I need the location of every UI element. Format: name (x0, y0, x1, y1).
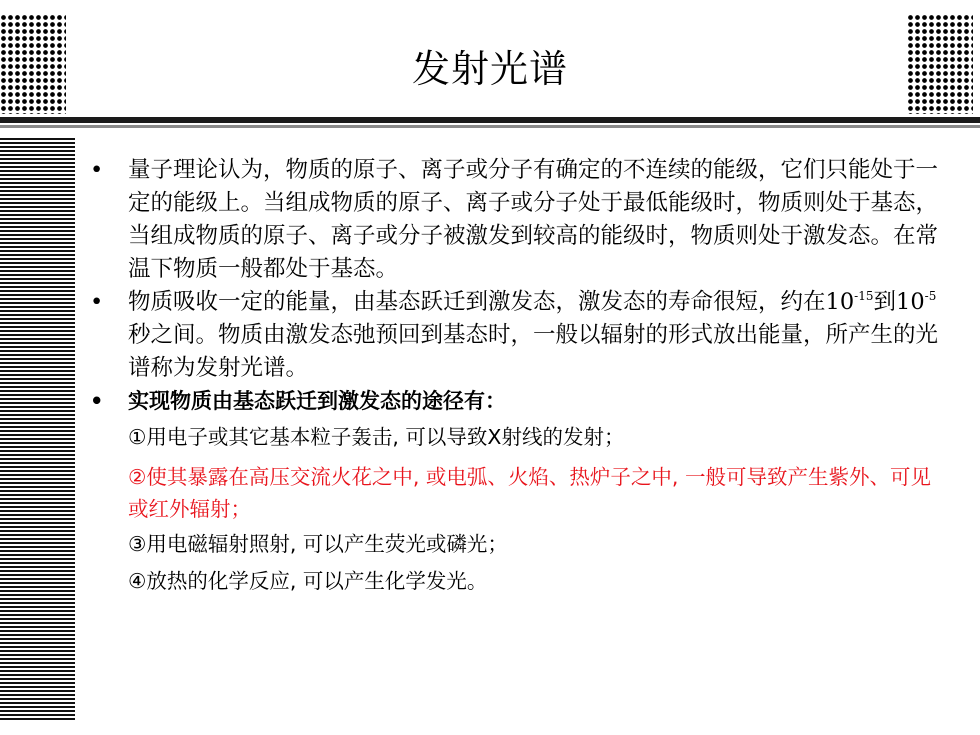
method-spark-arc-flame: ②使其暴露在高压交流火花之中, 或电弧、火焰、热炉子之中, 一般可导致产生紫外、可见或红外辐射； (128, 465, 931, 521)
bullet-marker: • (90, 289, 104, 315)
power-base-1: 10 (825, 289, 855, 315)
bullet-marker: • (90, 157, 104, 183)
title-divider (0, 117, 980, 123)
bullet-marker: • (90, 389, 104, 413)
slide-title: 发射光谱 (411, 47, 568, 91)
bullet-text-post: 秒之间。物质由激发态弛预回到基态时，一般以辐射的形式放出能量，所产生的光谱称为发射光谱。 (128, 322, 939, 381)
bullet-text-mid: 到 (873, 289, 896, 315)
bullet-excitation (90, 286, 940, 385)
bullet-text: 实现物质由基态跃迁到激发态的途径有： (128, 389, 506, 413)
exponent-1: -15 (854, 289, 874, 303)
bullet-text-pre: 物质吸收一定的能量，由基态跃迁到激发态，激发态的寿命很短，约在 (128, 289, 826, 315)
title-divider-shadow (0, 125, 980, 128)
bullet-quantum-levels (90, 154, 940, 286)
method-electromagnetic-radiation: ③用电磁辐射照射, 可以产生荧光或磷光； (128, 532, 508, 556)
exponent-2: -5 (924, 289, 937, 303)
method-chemiluminescence: ④放热的化学反应, 可以产生化学发光。 (128, 569, 488, 593)
method-electron-bombardment: ①用电子或其它基本粒子轰击, 可以导致X射线的发射； (128, 425, 625, 449)
slide-body (90, 154, 940, 599)
power-base-2: 10 (896, 289, 925, 315)
bullet-excitation-methods (90, 385, 940, 418)
decorative-stripe-bar (0, 138, 75, 720)
bullet-text: 量子理论认为，物质的原子、离子或分子有确定的不连续的能级，它们只能处于一定的能级上。当组成物质的原子、离子或分子处于最低能级时，物质则处于基态，当组成物质的原子、离子或分子被激发到较高的能级时，物质则处于激发态。在常温下物质一般都处于基态。 (128, 157, 939, 282)
